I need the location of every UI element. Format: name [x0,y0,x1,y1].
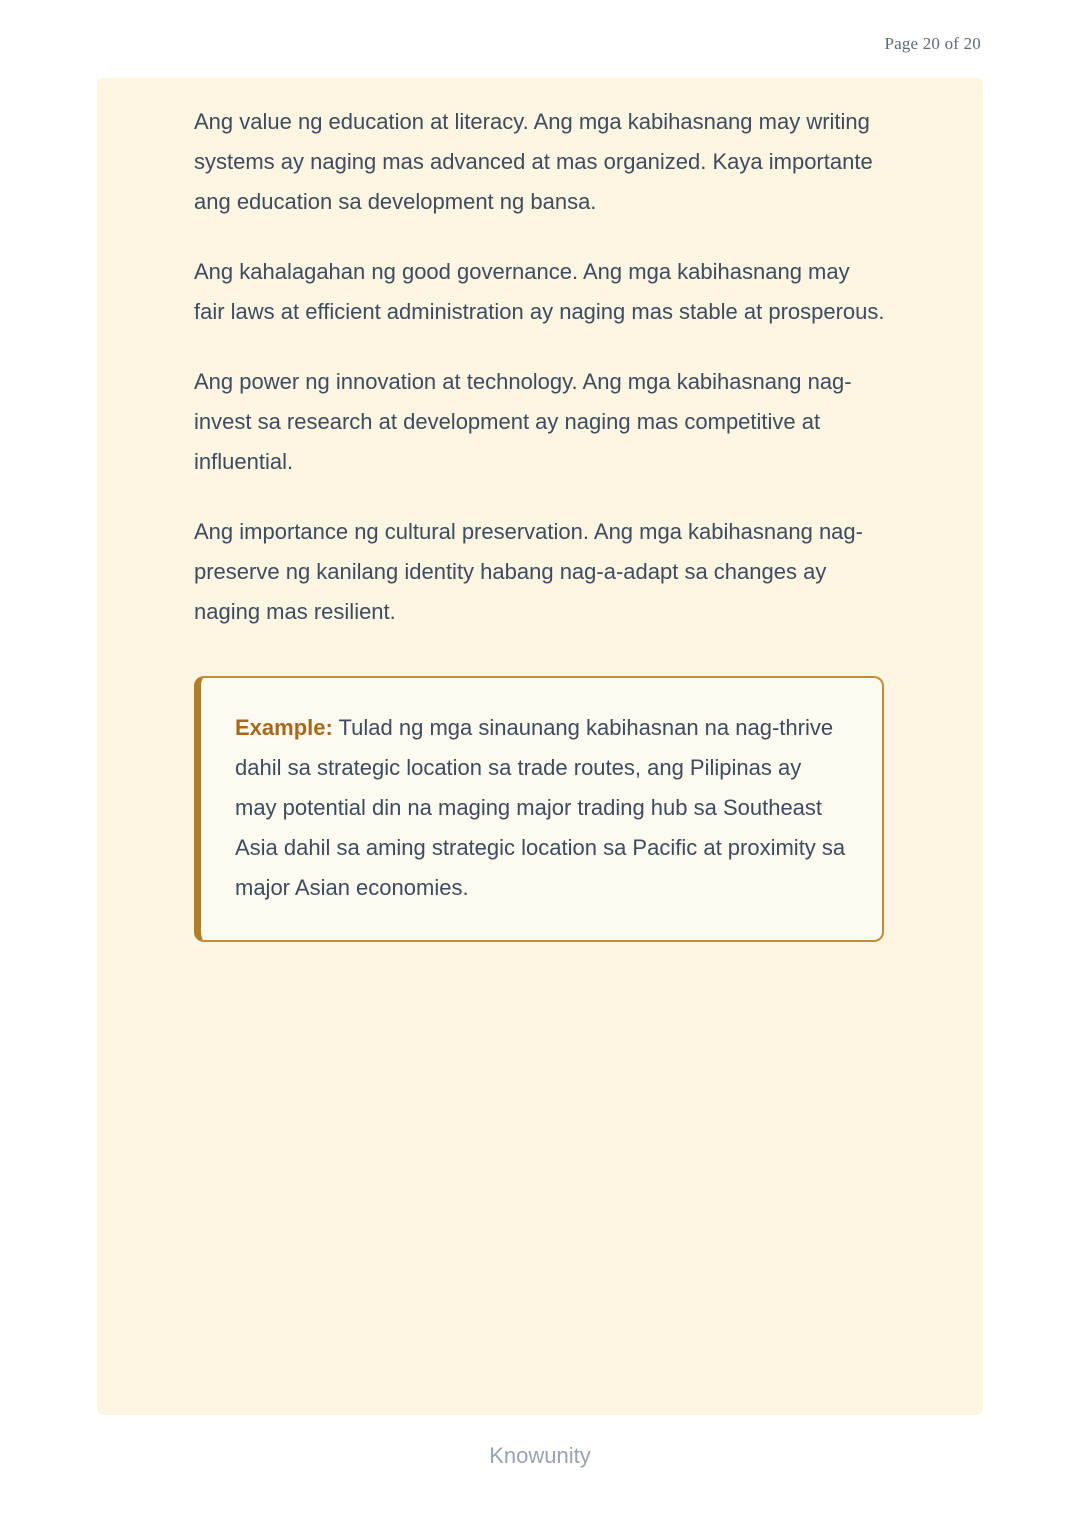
example-callout-box [194,676,884,942]
footer-brand: Knowunity [489,1443,591,1468]
paragraph-education-literacy: Ang value ng education at literacy. Ang mga kabihasnang may writing systems ay naging mas advanced at mas organized. Kaya importante ang education sa development ng bansa. [194,109,873,214]
page-indicator: Page 20 of 20 [884,34,981,53]
example-body-text: Tulad ng mga sinaunang kabihasnan na nag-thrive dahil sa strategic location sa trade routes, ang Pilipinas ay may potential din na maging major trading hub sa Southeast Asia dahil sa aming strategic location sa Pacific at proximity sa major Asian economies. [235,715,846,900]
paragraph-innovation-technology: Ang power ng innovation at technology. Ang mga kabihasnang nag-invest sa research at development ay naging mas competitive at influential. [194,369,852,474]
paragraph-good-governance: Ang kahalagahan ng good governance. Ang mga kabihasnang may fair laws at efficient administration ay naging mas stable at prosperous. [194,259,885,324]
example-label: Example: [235,715,333,740]
document-content-panel [97,78,983,1415]
example-text-block [235,708,848,908]
page-header [0,0,1080,54]
page-footer [0,1443,1080,1469]
paragraph-cultural-preservation: Ang importance ng cultural preservation. Ang mga kabihasnang nag-preserve ng kanilang identity habang nag-a-adapt sa changes ay naging mas resilient. [194,519,863,624]
